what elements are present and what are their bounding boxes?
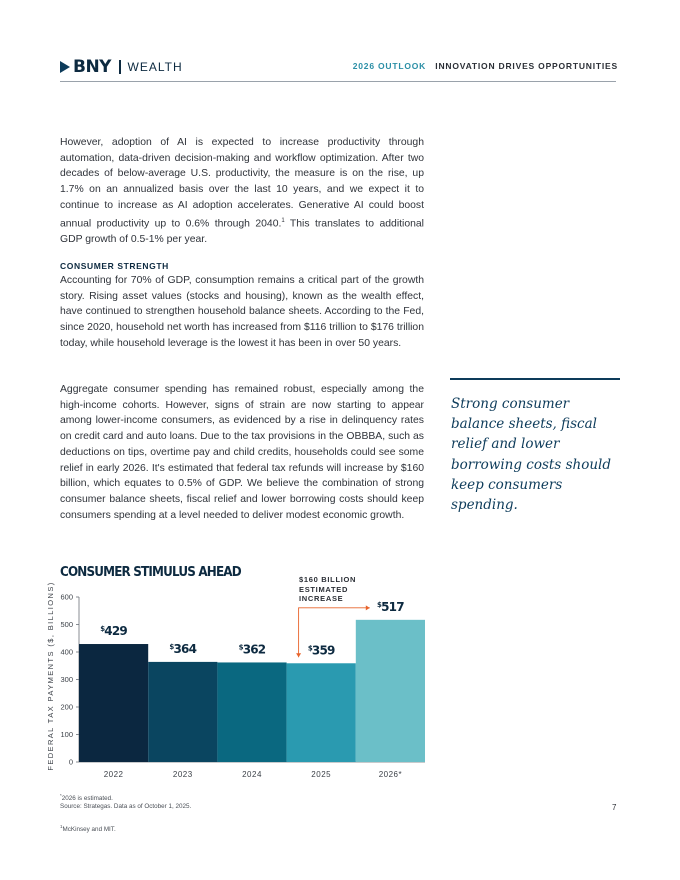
paragraph-consumer-spending: Aggregate consumer spending has remained robust, especially among the high-income cohorts. However, signs of strain are now starting to appear among lower-income consumers, as evidenced by a rise in delinquency rates on credit card and auto loans. Due to the tax provisions in the OBBBA, such as deductions on tips, overtime pay and child credits, households could see some relief in early 2026. It's estimated that federal tax refunds will increase by $160 billion, which equates to 0.5% of GDP. We believe the combination of strong consumer balance sheets, fiscal relief and lower borrowing costs should keep consumers spending at a level needed to deliver modest economic growth. — [60, 384, 424, 521]
bar-2024 — [217, 662, 286, 762]
footnote-estimated-text: 2026 is estimated. — [61, 795, 113, 803]
category-labels — [104, 770, 402, 779]
category-label-2023: 2023 — [172, 770, 193, 779]
brand-name: BNY — [73, 57, 111, 77]
y-tick-label: 300 — [60, 675, 73, 685]
y-axis-title — [46, 581, 55, 770]
y-tick-label: 600 — [60, 592, 73, 602]
y-tick-label: 200 — [60, 702, 73, 712]
value-label-2022: $429 — [100, 624, 127, 639]
y-tick-label: 400 — [60, 647, 73, 657]
bar-2025 — [287, 663, 356, 762]
paragraph-ai-tail: This translates to additional GDP growth of 0.5-1% per year. — [60, 217, 424, 245]
footnote-mark: * — [60, 793, 62, 798]
arrow-head-right — [366, 605, 370, 610]
category-label-2024: 2024 — [242, 770, 262, 779]
chart-title: CONSUMER STIMULUS AHEAD — [60, 565, 241, 580]
footnote-reference — [60, 824, 116, 833]
paragraph-consumer-strength: Accounting for 70% of GDP, consumption remains a critical part of the growth story. Rising asset values (stocks and housing), known as the wealth effect, have continued to strengthen household balance sheets. According to the Fed, since 2020, household net worth has increased from $116 trillion to $176 trillion today, while household leverage is the lowest it has been in over 50 years. — [60, 275, 424, 349]
footnote-source: Source: Strategas. Data as of October 1, 2025. — [60, 803, 192, 810]
category-label-2026*: 2026* — [378, 770, 403, 779]
category-label-2022: 2022 — [103, 770, 124, 779]
pull-quote: Strong consumer balance sheets, fiscal relief and lower borrowing costs should keep consumers spending. — [451, 396, 611, 514]
bar-2023 — [148, 662, 217, 762]
y-tick-label: 100 — [60, 730, 73, 740]
y-axis-title-text: FEDERAL TAX PAYMENTS ($, BILLIONS) — [46, 581, 55, 771]
section-heading: CONSUMER STRENGTH — [60, 261, 169, 271]
page-number: 7 — [612, 803, 617, 812]
bar-2026* — [356, 620, 425, 762]
chart-annotation: $160 BILLION ESTIMATED INCREASE — [299, 575, 357, 603]
footnote-reference-text: McKinsey and MIT. — [62, 826, 116, 834]
bar-2022 — [79, 644, 148, 762]
category-label-2025: 2025 — [311, 770, 332, 779]
header-outlook: 2026 OUTLOOK — [352, 61, 427, 71]
footnote-ref: 1 — [281, 217, 285, 224]
arrow-head-down — [296, 653, 301, 657]
footnote-ref-mark: 1 — [60, 824, 63, 829]
value-label-2025: $359 — [307, 643, 335, 658]
value-label-2023: $364 — [169, 641, 197, 656]
y-tick-label: 500 — [60, 620, 73, 630]
header-title: INNOVATION DRIVES OPPORTUNITIES — [435, 61, 618, 71]
paragraph-ai-text: However, adoption of AI is expected to increase productivity through automation, data-driven decision-making and workflow optimization. After two decades of below-average U.S. productivity, the measure is on the rise, up 1.7% on an annualized basis over the last 10 years, and we expect it to continue to increase as AI adoption accelerates. Generative AI could boost annual productivity up to 0.6% through 2040. — [60, 137, 424, 229]
value-label-2026*: $517 — [377, 599, 404, 614]
bar-series — [79, 620, 425, 762]
y-tick-label: 0 — [68, 757, 73, 767]
division-name: WEALTH — [127, 60, 183, 74]
value-label-2024: $362 — [238, 642, 266, 657]
footnote-estimated — [60, 793, 113, 802]
